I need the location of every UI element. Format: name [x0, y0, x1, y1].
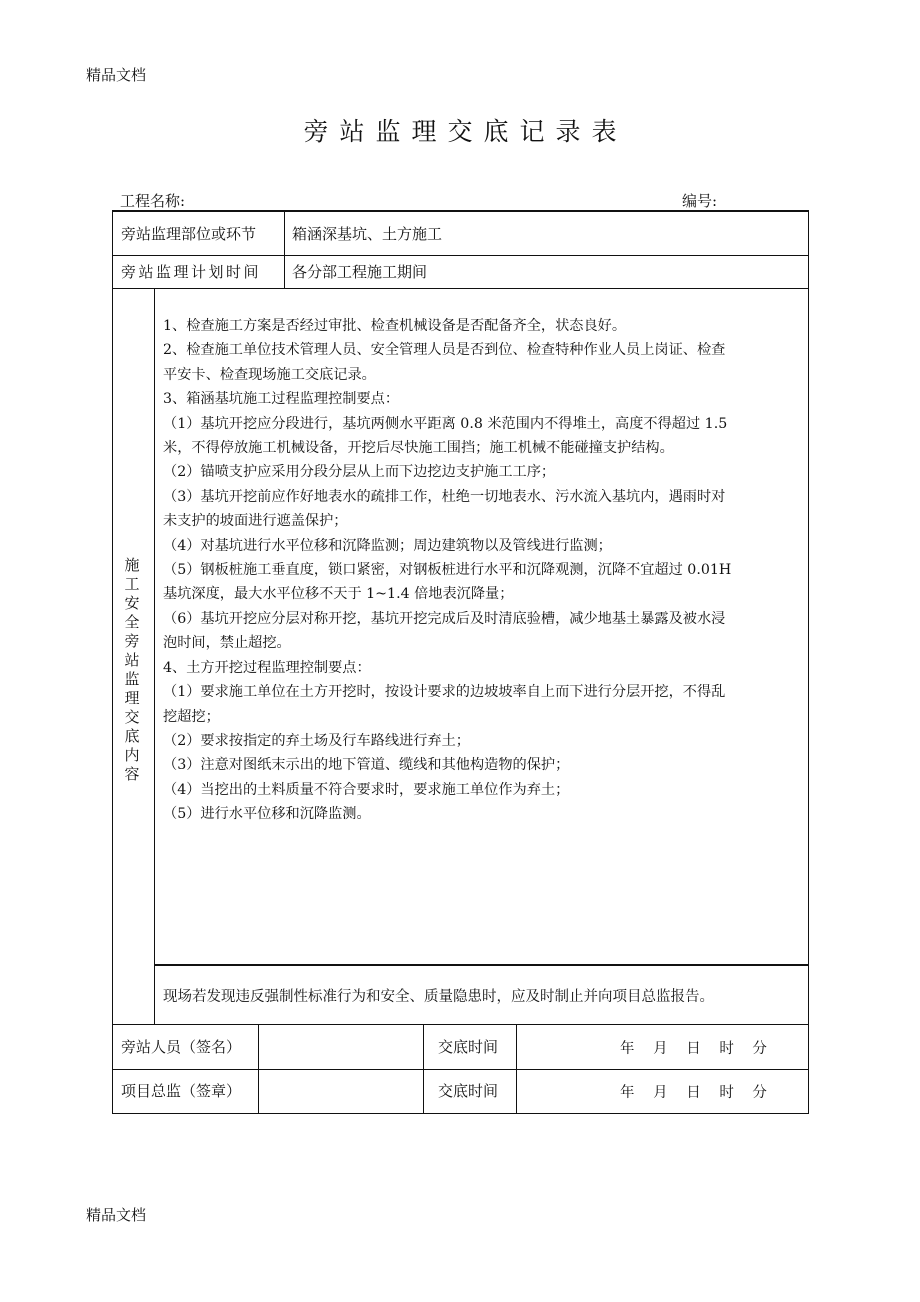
side-label-char: 底 — [124, 727, 140, 745]
signer-time-value: 年 月 日 时 分 — [620, 1041, 767, 1057]
content-line: 1、检查施工方案是否经过审批、检查机械设备是否配备齐全，状态良好。 — [163, 318, 627, 334]
table-rule-2 — [112, 288, 809, 289]
director-time-value: 年 月 日 时 分 — [620, 1085, 767, 1101]
signer-time-label: 交底时间 — [438, 1038, 499, 1056]
position-value: 箱涵深基坑、土方施工 — [292, 225, 443, 243]
table-rule-3 — [112, 1024, 809, 1025]
table-border-top — [112, 210, 809, 212]
content-line: 平安卡、检查现场施工交底记录。 — [163, 366, 376, 383]
notice-text: 现场若发现违反强制性标准行为和安全、质量隐患时，应及时制止并向项目总监报告。 — [163, 989, 714, 1005]
side-label-char: 监 — [124, 670, 140, 688]
content-line: （5）进行水平位移和沉降监测。 — [163, 806, 371, 823]
position-label: 旁站监理部位或环节 — [121, 225, 257, 243]
content-line: 米，不得停放施工机械设备，开挖后尽快施工围挡；施工机械不能碰撞支护结构。 — [163, 440, 674, 457]
content-line: 2、检查施工单位技术管理人员、安全管理人员是否到位、检查特种作业人员上岗证、检查 — [163, 342, 726, 359]
table-border-left — [112, 210, 113, 1114]
content-line: （3）基坑开挖前应作好地表水的疏排工作，杜绝一切地表水、污水流入基坑内，遇雨时对 — [163, 488, 726, 505]
content-line: （5）钢板桩施工垂直度，锁口紧密，对钢板桩进行水平和沉降观测，沉降不宜超过 0.01H — [163, 562, 732, 579]
content-line: 3、箱涵基坑施工过程监理控制要点： — [163, 391, 400, 408]
page-title: 旁站监理交底记录表 — [303, 117, 628, 146]
content-line: （1）基坑开挖应分段进行，基坑两侧水平距离 0.8 米范围内不得堆土，高度不得超过 1.5 — [163, 415, 728, 432]
side-label-char: 安 — [124, 594, 140, 612]
table-rule-notice — [155, 964, 809, 966]
director-label: 项目总监（签章） — [121, 1082, 242, 1100]
table-rule-4 — [112, 1069, 809, 1070]
side-label-char: 旁 — [124, 632, 140, 650]
director-seal-field[interactable] — [262, 1072, 420, 1111]
signer-signature-field[interactable] — [262, 1027, 420, 1067]
document-number-label: 编号: — [682, 192, 718, 210]
table-rule-1 — [112, 255, 809, 256]
side-label-char: 工 — [124, 575, 140, 593]
side-label-char: 内 — [124, 746, 140, 764]
watermark-bottom-text: 精品文档 — [86, 1206, 147, 1224]
content-line: （1）要求施工单位在土方开挖时，按设计要求的边坡坡率自上而下进行分层开挖，不得乱 — [163, 684, 726, 701]
table-col-divider-b3 — [516, 1024, 517, 1114]
content-line: （2）要求按指定的弃土场及行车路线进行弃土； — [163, 732, 470, 749]
table-col-divider-side — [154, 288, 155, 1025]
side-label-char: 全 — [124, 613, 140, 631]
content-line: 基坑深度，最大水平位移不天于 1~1.4 倍地表沉降量； — [163, 586, 514, 603]
side-label-vertical — [118, 556, 146, 784]
content-line: 挖超挖； — [163, 708, 220, 725]
content-line: 未支护的坡面进行遮盖保护； — [163, 513, 348, 530]
plan-time-label: 旁站监理计划时间 — [121, 263, 262, 281]
content-line: （2）锚喷支护应采用分段分层从上而下边挖边支护施工工序； — [163, 464, 556, 481]
supervision-content — [163, 314, 803, 827]
content-line: （3）注意对图纸末示出的地下管道、缆线和其他构造物的保护； — [163, 757, 570, 774]
side-label-char: 站 — [124, 651, 140, 669]
content-line: （4）当挖出的土料质量不符合要求时，要求施工单位作为弃土； — [163, 781, 570, 798]
side-label-char: 施 — [124, 556, 140, 574]
plan-time-value: 各分部工程施工期间 — [292, 263, 428, 281]
project-name-label: 工程名称: — [120, 192, 186, 210]
table-col-divider-b1 — [258, 1024, 259, 1114]
content-line: 泡时间，禁止超挖。 — [163, 635, 291, 652]
table-border-bottom — [112, 1113, 809, 1114]
signer-label: 旁站人员（签名） — [121, 1038, 242, 1056]
table-col-divider-top — [284, 210, 285, 289]
side-label-char: 理 — [124, 689, 140, 707]
content-line: （4）对基坑进行水平位移和沉降监测；周边建筑物以及管线进行监测； — [163, 537, 612, 554]
content-line: （6）基坑开挖应分层对称开挖，基坑开挖完成后及时清底验槽，减少地基土暴露及被水浸 — [163, 610, 726, 627]
side-label-char: 容 — [124, 765, 140, 783]
table-border-right — [808, 210, 809, 1114]
side-label-char: 交 — [124, 708, 140, 726]
watermark-top-text: 精品文档 — [86, 66, 147, 84]
director-time-label: 交底时间 — [438, 1082, 499, 1100]
table-col-divider-b2 — [423, 1024, 424, 1114]
content-line: 4、土方开挖过程监理控制要点： — [163, 659, 371, 676]
